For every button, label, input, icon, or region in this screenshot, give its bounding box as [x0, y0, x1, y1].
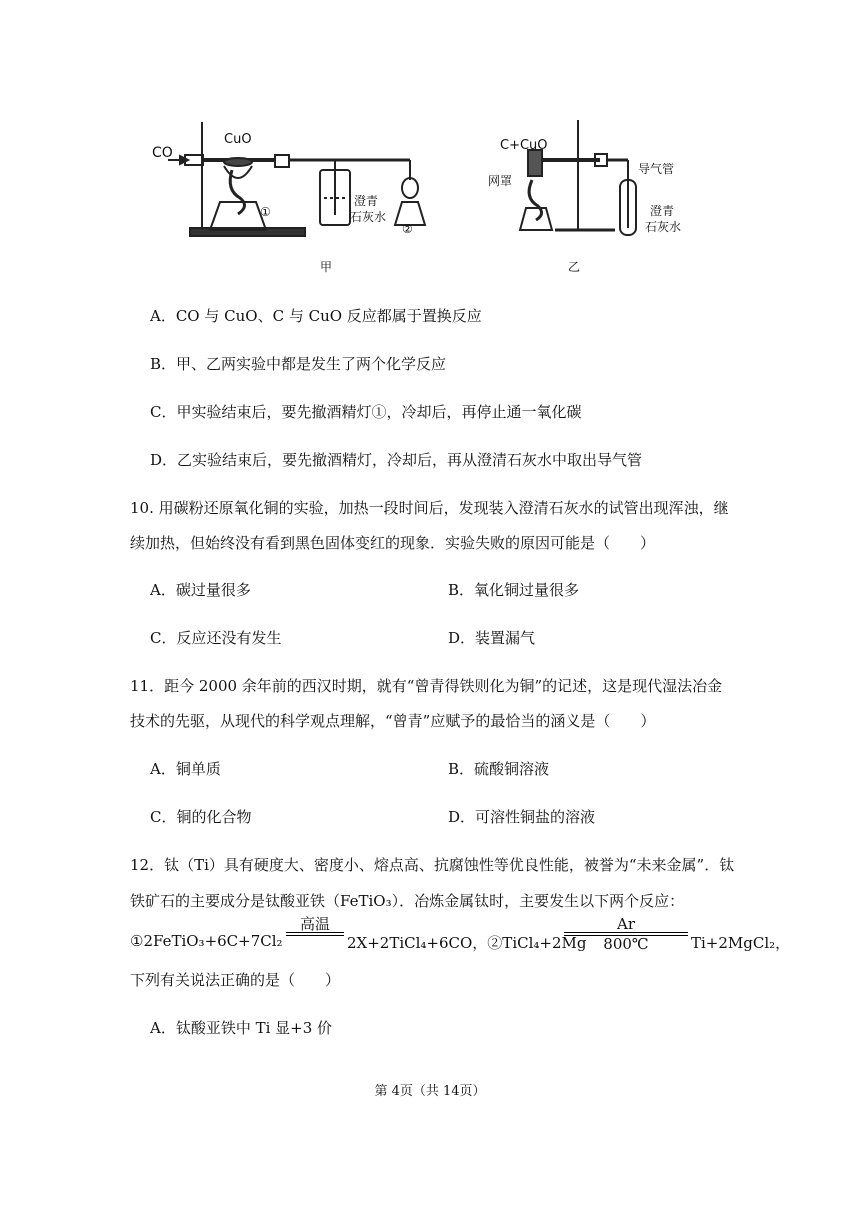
page-footer: 第 4页（共 14页）: [374, 1084, 486, 1099]
caption-yi: 乙: [568, 260, 581, 274]
q12-eq1-right: 2X+2TiCl₄+6CO，②TiCl₄+2Mg: [347, 934, 587, 952]
label-co: CO: [152, 145, 173, 161]
q11-stem-line1: 11．距今 2000 余年前的西汉时期，就有“曾青得铁则化为铜”的记述，这是现代湿法冶金: [130, 677, 723, 695]
q12-eq2-condition-top: Ar: [616, 915, 635, 933]
q12-eq2-right: Ti+2MgCl₂，: [691, 934, 791, 952]
label-cuo: CuO: [224, 132, 252, 147]
q10-stem-line1: 10. 用碳粉还原氧化铜的实验，加热一段时间后，发现装入澄清石灰水的试管出现浑浊，继: [130, 499, 729, 517]
q12-eq1-left: ①2FeTiO₃+6C+7Cl₂: [130, 932, 283, 950]
q9-option-b: B．甲、乙两实验中都是发生了两个化学反应: [150, 355, 447, 373]
q9-option-a: A．CO 与 CuO、C 与 CuO 反应都属于置换反应: [150, 307, 482, 325]
q9-option-c: C．甲实验结束后，要先撤酒精灯①，冷却后，再停止通一氧化碳: [150, 403, 582, 421]
q9-option-d: D．乙实验结束后，要先撤酒精灯，冷却后，再从澄清石灰水中取出导气管: [150, 451, 643, 469]
label-limewater-top: 澄青: [354, 194, 379, 208]
q12-eq1-condition: [286, 916, 344, 936]
label-limewater-yi-bottom: 石灰水: [645, 220, 682, 234]
caption-jia: 甲: [320, 260, 333, 274]
label-gas-tube: 导气管: [638, 162, 675, 176]
q12-stem-line1: 12．钛（Ti）具有硬度大、密度小、熔点高、抗腐蚀性等优良性能，被誉为“未来金属”．钛: [130, 856, 735, 874]
q11-option-a: A．铜单质: [150, 760, 221, 778]
q11-stem-line2: 技术的先驱，从现代的科学观点理解，“曾青”应赋予的最恰当的涵义是（ ）: [130, 712, 656, 730]
q12-eq1-condition-text: 高温: [299, 915, 330, 933]
q11-option-b: B．硫酸铜溶液: [448, 760, 550, 778]
q10-option-d: D．装置漏气: [448, 629, 536, 647]
label-mesh: 网罩: [488, 174, 513, 188]
q11-option-d: D．可溶性铜盐的溶液: [448, 808, 596, 826]
q12-eq2-condition: [564, 916, 688, 952]
label-circle-2: ②: [402, 222, 413, 236]
q10-option-a: A．碳过量很多: [150, 581, 251, 599]
label-circle-1: ①: [260, 205, 271, 219]
q12-option-a: A．钛酸亚铁中 Ti 显+3 价: [150, 1019, 333, 1037]
q12-stem-line2: 铁矿石的主要成分是钛酸亚铁（FeTiO₃）．冶炼金属钛时，主要发生以下两个反应：: [130, 892, 685, 910]
q10-option-b: B．氧化铜过量很多: [448, 581, 580, 599]
apparatus-figure: [140, 110, 720, 280]
q12-eq2-condition-bottom: 800℃: [603, 935, 649, 953]
q12-stem-line4: 下列有关说法正确的是（ ）: [130, 971, 341, 989]
label-limewater-yi-top: 澄青: [650, 204, 675, 218]
label-limewater-bottom: 石灰水: [350, 210, 387, 224]
q11-option-c: C．铜的化合物: [150, 808, 252, 826]
label-c-cuo: C+CuO: [500, 138, 548, 153]
q10-stem-line2: 续加热，但始终没有看到黑色固体变红的现象．实验失败的原因可能是（ ）: [130, 534, 656, 552]
q10-option-c: C．反应还没有发生: [150, 629, 282, 647]
